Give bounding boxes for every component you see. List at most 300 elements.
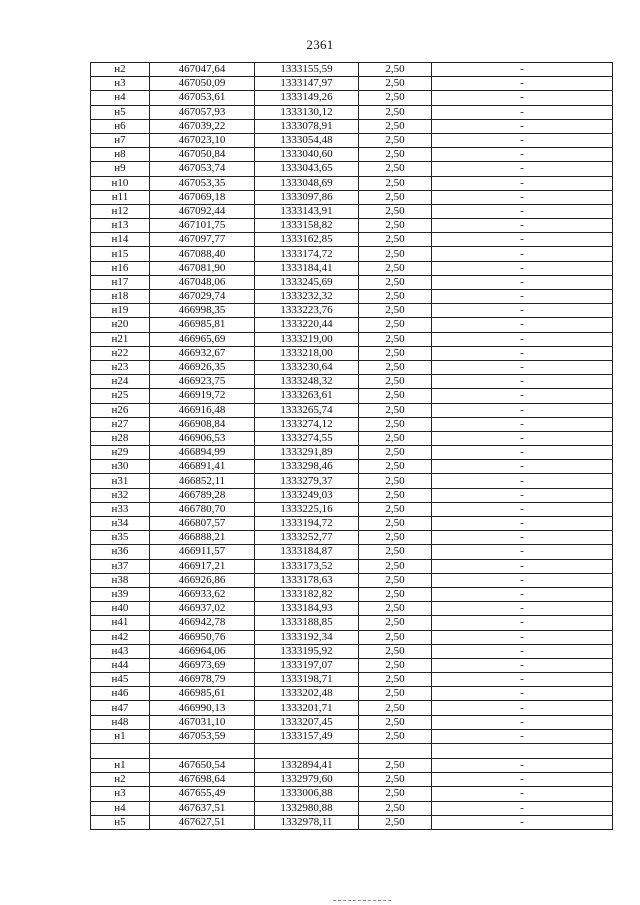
note-cell: - (432, 701, 613, 715)
table-row (91, 318, 613, 332)
x-coordinate-cell: 466911,57 (150, 545, 255, 559)
note-cell: - (432, 148, 613, 162)
x-coordinate-cell: 466990,13 (150, 701, 255, 715)
table-row (91, 729, 613, 743)
value-cell: 2,50 (359, 261, 432, 275)
x-coordinate-cell: 466906,53 (150, 431, 255, 445)
y-coordinate-cell: 1333245,69 (255, 275, 359, 289)
x-coordinate-cell: 467698,64 (150, 773, 255, 787)
note-cell: - (432, 488, 613, 502)
value-cell: 2,50 (359, 773, 432, 787)
point-cell: н44 (91, 658, 150, 672)
y-coordinate-cell: 1332980,88 (255, 801, 359, 815)
x-coordinate-cell: 467031,10 (150, 715, 255, 729)
note-cell: - (432, 290, 613, 304)
value-cell: 2,50 (359, 389, 432, 403)
x-coordinate-cell: 467069,18 (150, 190, 255, 204)
note-cell: - (432, 77, 613, 91)
note-cell: - (432, 162, 613, 176)
point-cell: н37 (91, 559, 150, 573)
value-cell: 2,50 (359, 105, 432, 119)
value-cell: 2,50 (359, 602, 432, 616)
table-row (91, 247, 613, 261)
y-coordinate-cell: 1332894,41 (255, 759, 359, 773)
value-cell: 2,50 (359, 91, 432, 105)
coordinates-table-body (91, 63, 613, 830)
table-row (91, 815, 613, 829)
table-row (91, 460, 613, 474)
point-cell: н45 (91, 673, 150, 687)
note-cell: - (432, 715, 613, 729)
value-cell: 2,50 (359, 460, 432, 474)
y-coordinate-cell: 1333054,48 (255, 133, 359, 147)
value-cell: 2,50 (359, 701, 432, 715)
value-cell: 2,50 (359, 417, 432, 431)
x-coordinate-cell: 466917,21 (150, 559, 255, 573)
point-cell: н27 (91, 417, 150, 431)
y-coordinate-cell: 1333157,49 (255, 729, 359, 743)
value-cell: 2,50 (359, 204, 432, 218)
note-cell: - (432, 644, 613, 658)
value-cell: 2,50 (359, 658, 432, 672)
point-cell: н25 (91, 389, 150, 403)
x-coordinate-cell: 466973,69 (150, 658, 255, 672)
table-row (91, 304, 613, 318)
value-cell: 2,50 (359, 148, 432, 162)
value-cell: 2,50 (359, 446, 432, 460)
value-cell: 2,50 (359, 573, 432, 587)
note-cell: - (432, 729, 613, 743)
table-row (91, 375, 613, 389)
table-row (91, 587, 613, 601)
point-cell: н31 (91, 474, 150, 488)
x-coordinate-cell: 466891,41 (150, 460, 255, 474)
x-coordinate-cell: 466985,61 (150, 687, 255, 701)
x-coordinate-cell: 466985,81 (150, 318, 255, 332)
x-coordinate-cell: 467050,84 (150, 148, 255, 162)
note-cell: - (432, 375, 613, 389)
note-cell: - (432, 63, 613, 77)
point-cell: н3 (91, 787, 150, 801)
value-cell: 2,50 (359, 545, 432, 559)
y-coordinate-cell: 1333182,82 (255, 587, 359, 601)
note-cell: - (432, 403, 613, 417)
point-cell: н17 (91, 275, 150, 289)
table-row (91, 219, 613, 233)
note-cell: - (432, 105, 613, 119)
y-coordinate-cell: 1333201,71 (255, 701, 359, 715)
point-cell: н20 (91, 318, 150, 332)
x-coordinate-cell: 466807,57 (150, 517, 255, 531)
value-cell: 2,50 (359, 517, 432, 531)
value-cell: 2,50 (359, 673, 432, 687)
y-coordinate-cell: 1333173,52 (255, 559, 359, 573)
table-row (91, 531, 613, 545)
point-cell: н30 (91, 460, 150, 474)
value-cell: 2,50 (359, 801, 432, 815)
x-coordinate-cell: 467029,74 (150, 290, 255, 304)
table-row (91, 801, 613, 815)
value-cell: 2,50 (359, 729, 432, 743)
value-cell: 2,50 (359, 162, 432, 176)
point-cell: н28 (91, 431, 150, 445)
y-coordinate-cell: 1333274,55 (255, 431, 359, 445)
y-coordinate-cell: 1333097,86 (255, 190, 359, 204)
y-coordinate-cell: 1333252,77 (255, 531, 359, 545)
point-cell: н11 (91, 190, 150, 204)
table-row (91, 233, 613, 247)
x-coordinate-cell: 466965,69 (150, 332, 255, 346)
value-cell: 2,50 (359, 63, 432, 77)
y-coordinate-cell: 1333197,07 (255, 658, 359, 672)
value-cell: 2,50 (359, 587, 432, 601)
table-row (91, 573, 613, 587)
point-cell: н33 (91, 502, 150, 516)
y-coordinate-cell: 1333298,46 (255, 460, 359, 474)
point-cell: н5 (91, 815, 150, 829)
note-cell (432, 744, 613, 759)
point-cell: н23 (91, 360, 150, 374)
table-row (91, 474, 613, 488)
point-cell: н2 (91, 773, 150, 787)
x-coordinate-cell: 466780,70 (150, 502, 255, 516)
x-coordinate-cell: 467057,93 (150, 105, 255, 119)
table-row (91, 759, 613, 773)
point-cell: н36 (91, 545, 150, 559)
value-cell: 2,50 (359, 474, 432, 488)
point-cell: н38 (91, 573, 150, 587)
note-cell: - (432, 261, 613, 275)
note-cell: - (432, 559, 613, 573)
x-coordinate-cell: 467053,35 (150, 176, 255, 190)
note-cell: - (432, 801, 613, 815)
y-coordinate-cell: 1333174,72 (255, 247, 359, 261)
note-cell: - (432, 759, 613, 773)
y-coordinate-cell: 1332979,60 (255, 773, 359, 787)
point-cell: н19 (91, 304, 150, 318)
value-cell: 2,50 (359, 502, 432, 516)
point-cell: н35 (91, 531, 150, 545)
point-cell: н24 (91, 375, 150, 389)
value-cell: 2,50 (359, 360, 432, 374)
x-coordinate-cell: 466978,79 (150, 673, 255, 687)
x-coordinate-cell: 466926,86 (150, 573, 255, 587)
table-row (91, 559, 613, 573)
x-coordinate-cell: 467053,61 (150, 91, 255, 105)
table-row (91, 91, 613, 105)
point-cell: н43 (91, 644, 150, 658)
note-cell: - (432, 658, 613, 672)
table-row (91, 389, 613, 403)
note-cell: - (432, 304, 613, 318)
y-coordinate-cell: 1333143,91 (255, 204, 359, 218)
y-coordinate-cell: 1333192,34 (255, 630, 359, 644)
table-row (91, 105, 613, 119)
value-cell: 2,50 (359, 488, 432, 502)
note-cell: - (432, 446, 613, 460)
table-row (91, 658, 613, 672)
table-row (91, 346, 613, 360)
point-cell: н3 (91, 77, 150, 91)
y-coordinate-cell: 1333220,44 (255, 318, 359, 332)
y-coordinate-cell: 1333149,26 (255, 91, 359, 105)
point-cell: н2 (91, 63, 150, 77)
table-row (91, 204, 613, 218)
page-bottom-mark (333, 900, 391, 901)
point-cell: н40 (91, 602, 150, 616)
value-cell: 2,50 (359, 375, 432, 389)
note-cell: - (432, 176, 613, 190)
x-coordinate-cell: 466789,28 (150, 488, 255, 502)
y-coordinate-cell: 1333195,92 (255, 644, 359, 658)
value-cell: 2,50 (359, 290, 432, 304)
table-row (91, 773, 613, 787)
note-cell: - (432, 460, 613, 474)
point-cell: н47 (91, 701, 150, 715)
value-cell: 2,50 (359, 332, 432, 346)
note-cell: - (432, 474, 613, 488)
y-coordinate-cell: 1333078,91 (255, 119, 359, 133)
point-cell: н14 (91, 233, 150, 247)
value-cell: 2,50 (359, 616, 432, 630)
y-coordinate-cell: 1333162,85 (255, 233, 359, 247)
point-cell: н41 (91, 616, 150, 630)
x-coordinate-cell (150, 744, 255, 759)
table-row (91, 446, 613, 460)
note-cell: - (432, 602, 613, 616)
note-cell: - (432, 815, 613, 829)
note-cell: - (432, 233, 613, 247)
value-cell: 2,50 (359, 687, 432, 701)
value-cell: 2,50 (359, 176, 432, 190)
value-cell: 2,50 (359, 318, 432, 332)
note-cell: - (432, 531, 613, 545)
x-coordinate-cell: 467023,10 (150, 133, 255, 147)
x-coordinate-cell: 466998,35 (150, 304, 255, 318)
y-coordinate-cell: 1333184,41 (255, 261, 359, 275)
value-cell: 2,50 (359, 630, 432, 644)
note-cell: - (432, 247, 613, 261)
point-cell: н1 (91, 729, 150, 743)
table-row (91, 630, 613, 644)
x-coordinate-cell: 466908,84 (150, 417, 255, 431)
x-coordinate-cell: 466932,67 (150, 346, 255, 360)
y-coordinate-cell: 1333184,93 (255, 602, 359, 616)
y-coordinate-cell: 1333043,65 (255, 162, 359, 176)
point-cell: н18 (91, 290, 150, 304)
table-row (91, 162, 613, 176)
point-cell: н15 (91, 247, 150, 261)
x-coordinate-cell: 467053,59 (150, 729, 255, 743)
y-coordinate-cell: 1333006,88 (255, 787, 359, 801)
y-coordinate-cell: 1333263,61 (255, 389, 359, 403)
y-coordinate-cell: 1333249,03 (255, 488, 359, 502)
note-cell: - (432, 204, 613, 218)
note-cell: - (432, 587, 613, 601)
table-row (91, 148, 613, 162)
table-row (91, 517, 613, 531)
value-cell: 2,50 (359, 715, 432, 729)
note-cell: - (432, 332, 613, 346)
y-coordinate-cell: 1333198,71 (255, 673, 359, 687)
y-coordinate-cell: 1333184,87 (255, 545, 359, 559)
note-cell: - (432, 630, 613, 644)
note-cell: - (432, 417, 613, 431)
x-coordinate-cell: 467650,54 (150, 759, 255, 773)
value-cell: 2,50 (359, 759, 432, 773)
note-cell: - (432, 517, 613, 531)
x-coordinate-cell: 466888,21 (150, 531, 255, 545)
note-cell: - (432, 573, 613, 587)
y-coordinate-cell: 1333279,37 (255, 474, 359, 488)
x-coordinate-cell: 466923,75 (150, 375, 255, 389)
x-coordinate-cell: 466894,99 (150, 446, 255, 460)
table-row (91, 545, 613, 559)
value-cell: 2,50 (359, 304, 432, 318)
point-cell: н1 (91, 759, 150, 773)
x-coordinate-cell: 467655,49 (150, 787, 255, 801)
y-coordinate-cell: 1333291,89 (255, 446, 359, 460)
x-coordinate-cell: 467101,75 (150, 219, 255, 233)
table-row (91, 602, 613, 616)
y-coordinate-cell: 1333218,00 (255, 346, 359, 360)
note-cell: - (432, 133, 613, 147)
point-cell: н10 (91, 176, 150, 190)
y-coordinate-cell: 1333207,45 (255, 715, 359, 729)
y-coordinate-cell: 1333265,74 (255, 403, 359, 417)
x-coordinate-cell: 466942,78 (150, 616, 255, 630)
point-cell: н13 (91, 219, 150, 233)
value-cell: 2,50 (359, 431, 432, 445)
point-cell: н39 (91, 587, 150, 601)
point-cell: н6 (91, 119, 150, 133)
value-cell: 2,50 (359, 219, 432, 233)
note-cell: - (432, 275, 613, 289)
value-cell: 2,50 (359, 559, 432, 573)
table-row (91, 275, 613, 289)
point-cell: н34 (91, 517, 150, 531)
y-coordinate-cell: 1333223,76 (255, 304, 359, 318)
x-coordinate-cell: 466950,76 (150, 630, 255, 644)
table-row (91, 261, 613, 275)
table-row (91, 502, 613, 516)
point-cell: н8 (91, 148, 150, 162)
x-coordinate-cell: 467627,51 (150, 815, 255, 829)
note-cell: - (432, 787, 613, 801)
point-cell: н42 (91, 630, 150, 644)
table-row (91, 673, 613, 687)
y-coordinate-cell: 1333248,32 (255, 375, 359, 389)
value-cell: 2,50 (359, 644, 432, 658)
point-cell: н4 (91, 801, 150, 815)
table-row (91, 360, 613, 374)
table-row (91, 176, 613, 190)
point-cell: н29 (91, 446, 150, 460)
x-coordinate-cell: 467092,44 (150, 204, 255, 218)
note-cell: - (432, 545, 613, 559)
y-coordinate-cell: 1333202,48 (255, 687, 359, 701)
y-coordinate-cell: 1333230,64 (255, 360, 359, 374)
table-row (91, 687, 613, 701)
note-cell: - (432, 673, 613, 687)
note-cell: - (432, 190, 613, 204)
x-coordinate-cell: 467637,51 (150, 801, 255, 815)
table-row (91, 119, 613, 133)
table-row (91, 787, 613, 801)
note-cell: - (432, 773, 613, 787)
x-coordinate-cell: 466926,35 (150, 360, 255, 374)
value-cell: 2,50 (359, 531, 432, 545)
value-cell: 2,50 (359, 815, 432, 829)
note-cell: - (432, 119, 613, 133)
x-coordinate-cell: 467039,22 (150, 119, 255, 133)
x-coordinate-cell: 467088,40 (150, 247, 255, 261)
y-coordinate-cell: 1332978,11 (255, 815, 359, 829)
x-coordinate-cell: 466919,72 (150, 389, 255, 403)
x-coordinate-cell: 467053,74 (150, 162, 255, 176)
value-cell: 2,50 (359, 190, 432, 204)
x-coordinate-cell: 467050,09 (150, 77, 255, 91)
page-number: 2361 (306, 37, 334, 52)
value-cell: 2,50 (359, 133, 432, 147)
x-coordinate-cell: 467047,64 (150, 63, 255, 77)
table-row (91, 190, 613, 204)
y-coordinate-cell: 1333130,12 (255, 105, 359, 119)
point-cell: н16 (91, 261, 150, 275)
table-row (91, 701, 613, 715)
value-cell: 2,50 (359, 346, 432, 360)
y-coordinate-cell: 1333219,00 (255, 332, 359, 346)
point-cell: н7 (91, 133, 150, 147)
point-cell: н22 (91, 346, 150, 360)
value-cell: 2,50 (359, 403, 432, 417)
y-coordinate-cell: 1333155,59 (255, 63, 359, 77)
value-cell: 2,50 (359, 247, 432, 261)
table-row (91, 488, 613, 502)
point-cell: н48 (91, 715, 150, 729)
note-cell: - (432, 318, 613, 332)
point-cell: н21 (91, 332, 150, 346)
value-cell: 2,50 (359, 275, 432, 289)
y-coordinate-cell (255, 744, 359, 759)
y-coordinate-cell: 1333048,69 (255, 176, 359, 190)
y-coordinate-cell: 1333274,12 (255, 417, 359, 431)
x-coordinate-cell: 466964,06 (150, 644, 255, 658)
x-coordinate-cell: 466916,48 (150, 403, 255, 417)
table-row (91, 431, 613, 445)
note-cell: - (432, 219, 613, 233)
point-cell: н26 (91, 403, 150, 417)
y-coordinate-cell: 1333194,72 (255, 517, 359, 531)
note-cell: - (432, 687, 613, 701)
table-row (91, 417, 613, 431)
x-coordinate-cell: 466937,02 (150, 602, 255, 616)
x-coordinate-cell: 466933,62 (150, 587, 255, 601)
note-cell: - (432, 616, 613, 630)
table-row (91, 290, 613, 304)
y-coordinate-cell: 1333147,97 (255, 77, 359, 91)
point-cell: н4 (91, 91, 150, 105)
x-coordinate-cell: 467048,06 (150, 275, 255, 289)
table-row (91, 715, 613, 729)
note-cell: - (432, 346, 613, 360)
y-coordinate-cell: 1333225,16 (255, 502, 359, 516)
note-cell: - (432, 431, 613, 445)
y-coordinate-cell: 1333188,85 (255, 616, 359, 630)
point-cell: н32 (91, 488, 150, 502)
value-cell: 2,50 (359, 787, 432, 801)
table-row (91, 744, 613, 759)
